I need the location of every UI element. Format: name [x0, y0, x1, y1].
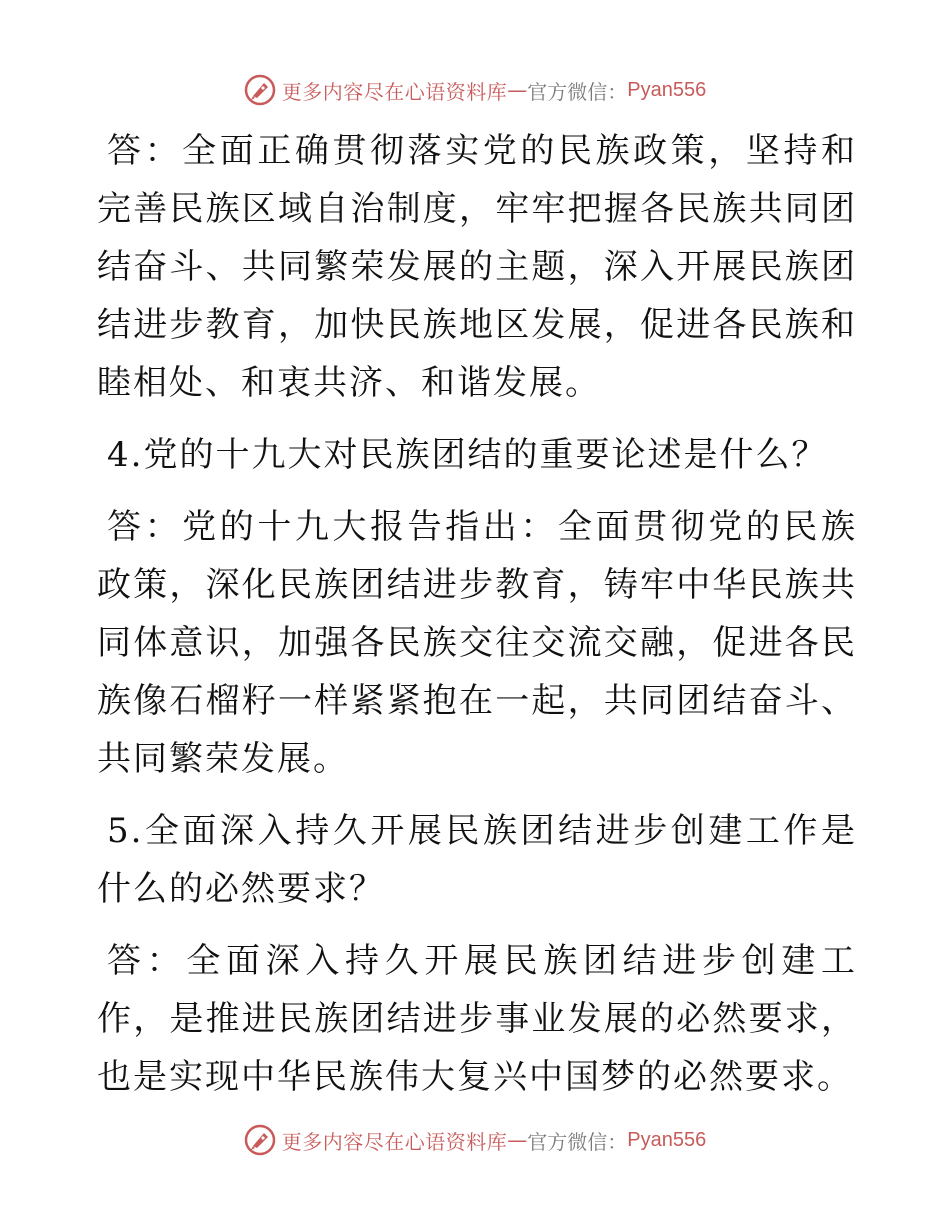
- wechat-id: Pyan556: [627, 1128, 707, 1151]
- wechat-label: 官方微信：: [527, 79, 628, 104]
- answer-paragraph: 答：全面深入持久开展民族团结进步创建工作，是推进民族团结进步事业发展的必然要求，也是实现中华民族伟大复兴中国梦的必然要求。: [97, 941, 857, 1097]
- document-body: [97, 122, 857, 1120]
- header-watermark-banner: [0, 70, 950, 110]
- footer-watermark-banner: [0, 1120, 950, 1160]
- pen-nib-logo-icon: [244, 1124, 276, 1156]
- question-paragraph: 5.全面深入持久开展民族团结进步创建工作是什么的必然要求？: [97, 811, 857, 909]
- banner-separator: —: [507, 1128, 528, 1152]
- pen-nib-logo-icon: [244, 74, 276, 106]
- banner-separator: —: [507, 78, 528, 102]
- wechat-label: 官方微信：: [527, 1129, 628, 1154]
- brand-text: 更多内容尽在心语资料库: [281, 79, 508, 104]
- question-paragraph: 4.党的十九大对民族团结的重要论述是什么？: [107, 435, 828, 475]
- answer-paragraph: 答：党的十九大报告指出：全面贯彻党的民族政策，深化民族团结进步教育，铸牢中华民族共同体意识，加强各民族交往交流交融，促进各民族像石榴籽一样紧紧抱在一起，共同团结奋斗、共同繁荣发展。: [97, 507, 857, 779]
- answer-paragraph: 答：全面正确贯彻落实党的民族政策，坚持和完善民族区域自治制度，牢牢把握各民族共同团结奋斗、共同繁荣发展的主题，深入开展民族团结进步教育，加快民族地区发展，促进各民族和睦相处、和衷共济、和谐发展。: [97, 131, 857, 403]
- wechat-id: Pyan556: [627, 78, 707, 101]
- brand-text: 更多内容尽在心语资料库: [281, 1129, 508, 1154]
